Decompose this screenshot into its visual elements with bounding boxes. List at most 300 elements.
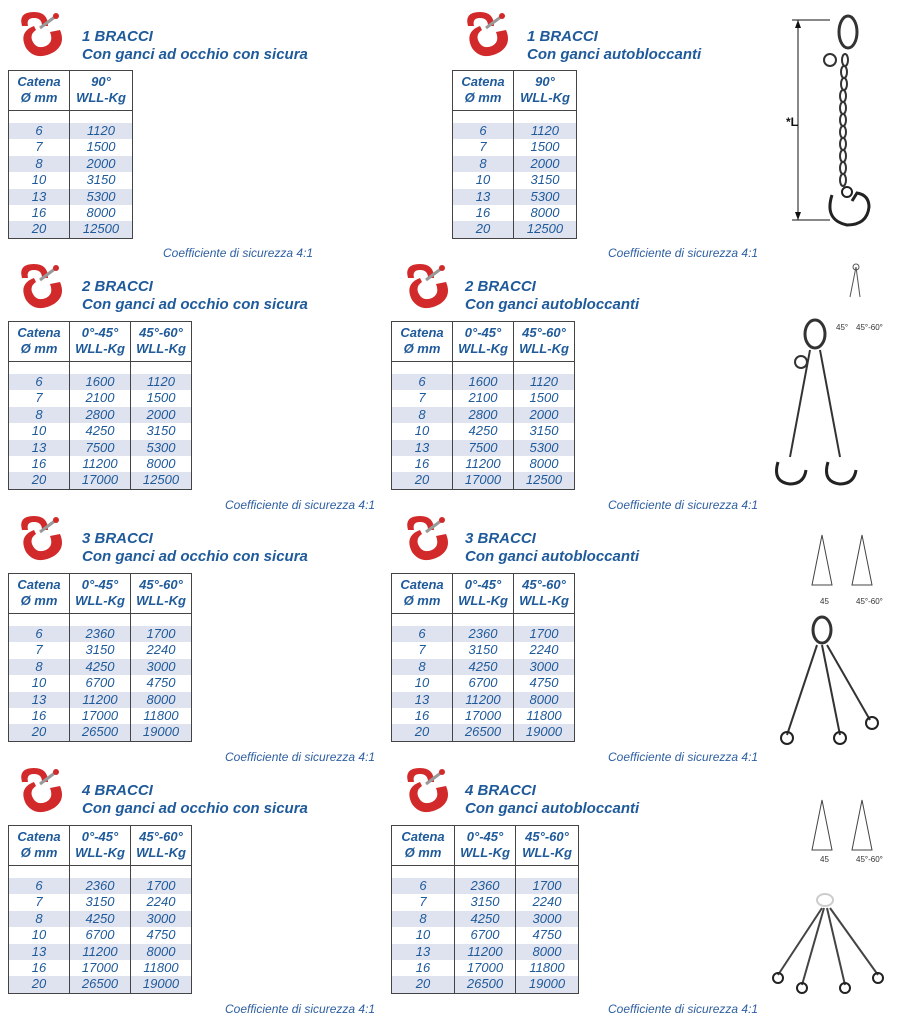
table-row	[392, 878, 578, 894]
table-cell: 2100	[70, 390, 131, 406]
table-cell: 5300	[529, 439, 559, 455]
table-row	[392, 472, 574, 488]
section-title	[465, 530, 639, 566]
column-header	[514, 322, 574, 361]
table-header	[9, 826, 191, 866]
hook-icon	[12, 8, 70, 63]
table-cell: 10	[9, 675, 70, 691]
table-body	[9, 123, 132, 238]
table-cell: 8000	[146, 455, 176, 471]
table-cell: 1120	[87, 123, 115, 138]
table-cell: 7	[9, 390, 70, 406]
table-cell: 6	[392, 626, 453, 642]
table-cell: 1700	[146, 878, 176, 893]
table-row	[9, 172, 132, 188]
column-header-line1: 45°-60°	[139, 829, 183, 844]
section-title-legs: 2 BRACCI	[82, 278, 153, 295]
section-title-type: Con ganci ad occhio con sicura	[82, 800, 308, 817]
table-cell: 12500	[82, 221, 120, 237]
table-cell: 1500	[530, 139, 560, 155]
section-title-type: Con ganci autobloccanti	[465, 800, 640, 817]
section-title-type: Con ganci autobloccanti	[527, 46, 702, 63]
safety-coefficient-note: Coefficiente di sicurezza 4:1	[608, 498, 759, 512]
section-title-type: Con ganci ad occhio con sicura	[82, 46, 308, 63]
table-spacer	[392, 362, 574, 374]
table-row	[392, 407, 574, 423]
table-cell: 17000	[70, 960, 131, 976]
column-header	[70, 574, 131, 613]
table-cell: 2100	[453, 390, 514, 406]
column-header-line2: WLL-Kg	[458, 341, 508, 356]
table-row	[453, 172, 576, 188]
table-cell: 19000	[525, 724, 563, 740]
column-header-line1: 0°-45°	[81, 325, 119, 340]
table-cell: 8	[9, 659, 70, 675]
column-header-line2: WLL-Kg	[460, 845, 510, 860]
safety-coefficient-note: Coefficiente di sicurezza 4:1	[608, 750, 759, 764]
section-title-legs: 4 BRACCI	[82, 782, 153, 799]
table-cell: 4750	[532, 927, 562, 943]
angle-label-45: 45°	[836, 323, 849, 332]
table-cell: 13	[392, 440, 453, 456]
table-row	[453, 189, 576, 205]
table-cell: 11800	[529, 959, 565, 975]
column-header	[392, 574, 453, 613]
table-cell: 16	[9, 960, 70, 976]
table-cell: 26500	[70, 976, 131, 992]
wll-table	[391, 573, 575, 742]
table-cell: 10	[392, 927, 455, 943]
safety-coefficient-note: Coefficiente di sicurezza 4:1	[608, 1002, 759, 1016]
table-row	[453, 221, 576, 237]
table-cell: 1500	[146, 390, 176, 406]
table-cell: 19000	[142, 724, 180, 740]
table-cell: 6	[9, 374, 70, 390]
table-cell: 8000	[146, 943, 176, 959]
table-row	[392, 976, 578, 992]
table-cell: 8	[392, 659, 453, 675]
table-row	[453, 205, 576, 221]
table-cell: 1600	[453, 374, 514, 390]
column-header	[9, 322, 70, 361]
table-cell: 6	[9, 626, 70, 642]
table-row	[9, 960, 191, 976]
column-header-line2: WLL-Kg	[75, 341, 125, 356]
hook-icon	[12, 764, 70, 819]
table-row	[392, 724, 574, 740]
table-row	[9, 911, 191, 927]
table-cell: 1120	[147, 374, 175, 389]
table-cell: 8	[453, 156, 514, 172]
column-header-line1: 0°-45°	[81, 829, 119, 844]
table-cell: 5300	[86, 188, 116, 204]
table-cell: 17000	[70, 472, 131, 488]
section-title	[527, 28, 701, 64]
table-cell: 3150	[453, 642, 514, 658]
table-row	[453, 123, 576, 139]
section-title	[82, 530, 308, 566]
table-spacer	[9, 362, 191, 374]
table-cell: 26500	[70, 724, 131, 740]
table-cell: 8000	[532, 943, 562, 959]
column-header-line2: WLL-Kg	[75, 593, 125, 608]
table-cell: 20	[9, 472, 70, 488]
table-row	[9, 456, 191, 472]
section-title	[465, 278, 639, 314]
table-cell: 4750	[529, 675, 559, 691]
column-header	[131, 574, 191, 613]
column-header	[453, 71, 514, 110]
table-cell: 8	[392, 911, 455, 927]
table-cell: 3000	[532, 910, 562, 926]
hook-icon	[398, 512, 456, 567]
hook-icon	[12, 260, 70, 315]
table-body	[453, 123, 576, 238]
table-cell: 4250	[453, 423, 514, 439]
table-cell: 5300	[146, 439, 176, 455]
table-cell: 11200	[70, 456, 131, 472]
table-cell: 2000	[529, 406, 559, 422]
table-cell: 1700	[532, 878, 562, 893]
table-cell: 3150	[146, 423, 176, 439]
table-header	[9, 71, 132, 111]
table-cell: 16	[9, 708, 70, 724]
hook-icon	[398, 260, 456, 315]
table-cell: 3150	[86, 172, 116, 188]
table-cell: 17000	[70, 708, 131, 724]
table-cell: 7	[392, 894, 455, 910]
angle-label-45-60: 45°-60°	[856, 323, 883, 332]
table-cell: 5300	[530, 188, 560, 204]
table-header	[453, 71, 576, 111]
column-header-line1: Catena	[400, 325, 444, 340]
table-cell: 2000	[146, 406, 176, 422]
column-header-line2: WLL-Kg	[519, 341, 569, 356]
hook-icon	[12, 512, 70, 567]
table-cell: 17000	[455, 960, 516, 976]
column-header-line1: Catena	[400, 577, 444, 592]
column-header-line1: 45°-60°	[139, 325, 183, 340]
table-row	[9, 374, 191, 390]
table-cell: 4250	[70, 659, 131, 675]
table-row	[392, 456, 574, 472]
table-header	[9, 574, 191, 614]
column-header-line1: 45°-60°	[525, 829, 569, 844]
table-header	[9, 322, 191, 362]
column-header	[70, 826, 131, 865]
table-cell: 4250	[453, 659, 514, 675]
safety-coefficient-note: Coefficiente di sicurezza 4:1	[225, 498, 376, 512]
column-header-line1: Catena	[17, 829, 61, 844]
table-row	[392, 708, 574, 724]
column-header-line2: Ø mm	[20, 593, 58, 608]
column-header-line1: Catena	[17, 74, 61, 89]
table-row	[9, 189, 132, 205]
table-row	[9, 626, 191, 642]
table-cell: 2800	[70, 407, 131, 423]
table-cell: 6	[453, 123, 514, 139]
table-cell: 2240	[529, 642, 559, 658]
table-cell: 3150	[530, 172, 560, 188]
wll-table	[391, 321, 575, 490]
table-row	[392, 390, 574, 406]
table-cell: 7	[9, 139, 70, 155]
column-header-line1: 0°-45°	[466, 829, 504, 844]
column-header-line1: Catena	[17, 325, 61, 340]
table-cell: 2800	[453, 407, 514, 423]
column-header-line2: Ø mm	[404, 845, 442, 860]
table-body	[392, 626, 574, 741]
column-header-line1: Catena	[461, 74, 505, 89]
table-cell: 6	[392, 374, 453, 390]
table-row	[9, 407, 191, 423]
table-row	[392, 944, 578, 960]
table-cell: 16	[9, 456, 70, 472]
table-cell: 26500	[453, 724, 514, 740]
table-row	[392, 675, 574, 691]
table-cell: 6	[392, 878, 455, 894]
table-row	[9, 692, 191, 708]
table-row	[9, 205, 132, 221]
column-header	[514, 71, 576, 110]
table-row	[9, 642, 191, 658]
column-header-line2: Ø mm	[20, 90, 58, 105]
table-row	[9, 123, 132, 139]
table-cell: 13	[9, 944, 70, 960]
table-cell: 8000	[86, 204, 116, 220]
table-cell: 4250	[70, 423, 131, 439]
table-row	[9, 675, 191, 691]
table-cell: 10	[9, 927, 70, 943]
table-cell: 2000	[86, 155, 116, 171]
table-cell: 8	[9, 407, 70, 423]
table-spacer	[9, 111, 132, 123]
table-cell: 3150	[529, 423, 559, 439]
wll-table	[8, 321, 192, 490]
column-header-line2: WLL-Kg	[136, 341, 186, 356]
table-cell: 19000	[142, 976, 180, 992]
table-cell: 19000	[528, 976, 566, 992]
table-spacer	[392, 866, 578, 878]
section-title-legs: 1 BRACCI	[82, 28, 153, 45]
table-cell: 20	[9, 724, 70, 740]
table-row	[9, 894, 191, 910]
table-row	[9, 423, 191, 439]
column-header-line2: Ø mm	[20, 845, 58, 860]
table-row	[453, 139, 576, 155]
table-row	[9, 878, 191, 894]
table-cell: 17000	[453, 472, 514, 488]
table-cell: 13	[9, 692, 70, 708]
table-cell: 1120	[530, 374, 558, 389]
table-cell: 8000	[530, 204, 560, 220]
table-cell: 7500	[70, 440, 131, 456]
table-cell: 1500	[529, 390, 559, 406]
hook-icon	[458, 8, 516, 63]
table-body	[9, 374, 191, 489]
wll-table	[8, 825, 192, 994]
table-cell: 7	[392, 390, 453, 406]
column-header-line1: 45°-60°	[139, 577, 183, 592]
three-leg-chain-illustration	[772, 520, 892, 750]
table-cell: 8000	[146, 691, 176, 707]
table-cell: 10	[392, 675, 453, 691]
table-cell: 11800	[526, 707, 562, 723]
table-spacer	[9, 614, 191, 626]
table-row	[392, 692, 574, 708]
table-cell: 6	[9, 123, 70, 139]
table-row	[392, 911, 578, 927]
table-cell: 6700	[453, 675, 514, 691]
column-header-line2: WLL-Kg	[522, 845, 572, 860]
column-header-line1: Catena	[17, 577, 61, 592]
safety-coefficient-note: Coefficiente di sicurezza 4:1	[225, 750, 376, 764]
table-cell: 12500	[142, 472, 180, 488]
table-cell: 20	[392, 724, 453, 740]
table-cell: 20	[9, 976, 70, 992]
table-cell: 13	[9, 189, 70, 205]
section-title-type: Con ganci autobloccanti	[465, 296, 640, 313]
wll-table	[452, 70, 577, 239]
table-cell: 13	[392, 944, 455, 960]
table-cell: 10	[453, 172, 514, 188]
table-cell: 26500	[455, 976, 516, 992]
table-row	[9, 724, 191, 740]
column-header-line1: 0°-45°	[464, 577, 502, 592]
table-cell: 3000	[529, 658, 559, 674]
table-row	[392, 659, 574, 675]
table-cell: 17000	[453, 708, 514, 724]
table-cell: 11800	[143, 959, 179, 975]
table-row	[392, 440, 574, 456]
table-cell: 16	[392, 960, 455, 976]
column-header	[514, 574, 574, 613]
table-cell: 20	[453, 221, 514, 237]
table-cell: 2240	[146, 894, 176, 910]
table-cell: 20	[392, 976, 455, 992]
table-cell: 2360	[453, 626, 514, 642]
table-body	[9, 626, 191, 741]
column-header-line2: Ø mm	[464, 90, 502, 105]
safety-coefficient-note: Coefficiente di sicurezza 4:1	[608, 246, 759, 260]
section-title	[82, 28, 308, 64]
table-spacer	[392, 614, 574, 626]
column-header-line1: 90°	[91, 74, 111, 89]
table-cell: 4750	[146, 675, 176, 691]
wll-table	[8, 70, 133, 239]
table-cell: 2240	[146, 642, 176, 658]
table-cell: 3000	[146, 910, 176, 926]
table-row	[392, 626, 574, 642]
table-cell: 13	[9, 440, 70, 456]
hook-icon	[398, 764, 456, 819]
table-cell: 1700	[529, 626, 559, 641]
section-title-legs: 4 BRACCI	[465, 782, 536, 799]
column-header	[9, 71, 70, 110]
column-header-line1: 0°-45°	[81, 577, 119, 592]
table-row	[9, 944, 191, 960]
column-header-line1: Catena	[401, 829, 445, 844]
table-cell: 16	[453, 205, 514, 221]
table-cell: 2000	[530, 155, 560, 171]
table-cell: 8	[9, 911, 70, 927]
table-cell: 12500	[526, 221, 564, 237]
table-row	[9, 976, 191, 992]
table-cell: 1600	[70, 374, 131, 390]
table-row	[9, 390, 191, 406]
table-cell: 11200	[70, 692, 131, 708]
table-cell: 16	[392, 456, 453, 472]
table-cell: 1700	[146, 626, 176, 641]
table-cell: 13	[453, 189, 514, 205]
section-title-type: Con ganci ad occhio con sicura	[82, 548, 308, 565]
section-title	[465, 782, 639, 818]
table-cell: 4250	[455, 911, 516, 927]
table-cell: 11200	[453, 456, 514, 472]
column-header	[453, 322, 514, 361]
section-title-type: Con ganci ad occhio con sicura	[82, 296, 308, 313]
table-row	[392, 374, 574, 390]
column-header-line1: 0°-45°	[464, 325, 502, 340]
table-cell: 2360	[455, 878, 516, 894]
table-row	[392, 960, 578, 976]
table-cell: 20	[392, 472, 453, 488]
column-header	[9, 574, 70, 613]
section-title	[82, 782, 308, 818]
table-cell: 11200	[70, 944, 131, 960]
table-cell: 10	[9, 423, 70, 439]
column-header	[455, 826, 516, 865]
table-cell: 7	[9, 894, 70, 910]
table-cell: 2240	[532, 894, 562, 910]
table-cell: 11200	[453, 692, 514, 708]
table-cell: 16	[392, 708, 453, 724]
wll-table	[391, 825, 579, 994]
table-spacer	[9, 866, 191, 878]
table-cell: 2360	[70, 626, 131, 642]
table-row	[9, 440, 191, 456]
table-cell: 6700	[70, 927, 131, 943]
two-leg-chain-illustration	[768, 262, 888, 497]
column-header-line1: 45°-60°	[522, 325, 566, 340]
table-row	[9, 221, 132, 237]
column-header-line2: WLL-Kg	[519, 593, 569, 608]
table-cell: 7500	[453, 440, 514, 456]
safety-coefficient-note: Coefficiente di sicurezza 4:1	[225, 1002, 376, 1016]
table-row	[392, 894, 578, 910]
table-body	[9, 878, 191, 993]
table-row	[9, 139, 132, 155]
column-header-line1: 45°-60°	[522, 577, 566, 592]
column-header-line2: WLL-Kg	[458, 593, 508, 608]
table-cell: 4250	[70, 911, 131, 927]
table-cell: 4750	[146, 927, 176, 943]
table-cell: 16	[9, 205, 70, 221]
table-row	[9, 927, 191, 943]
table-cell: 6700	[70, 675, 131, 691]
safety-coefficient-note: Coefficiente di sicurezza 4:1	[163, 246, 314, 260]
length-dimension-label: *L	[786, 115, 798, 129]
table-header	[392, 574, 574, 614]
table-row	[9, 659, 191, 675]
table-row	[392, 423, 574, 439]
section-title-legs: 1 BRACCI	[527, 28, 598, 45]
table-cell: 8000	[529, 691, 559, 707]
column-header	[453, 574, 514, 613]
table-spacer	[453, 111, 576, 123]
table-row	[453, 156, 576, 172]
table-cell: 3150	[455, 894, 516, 910]
